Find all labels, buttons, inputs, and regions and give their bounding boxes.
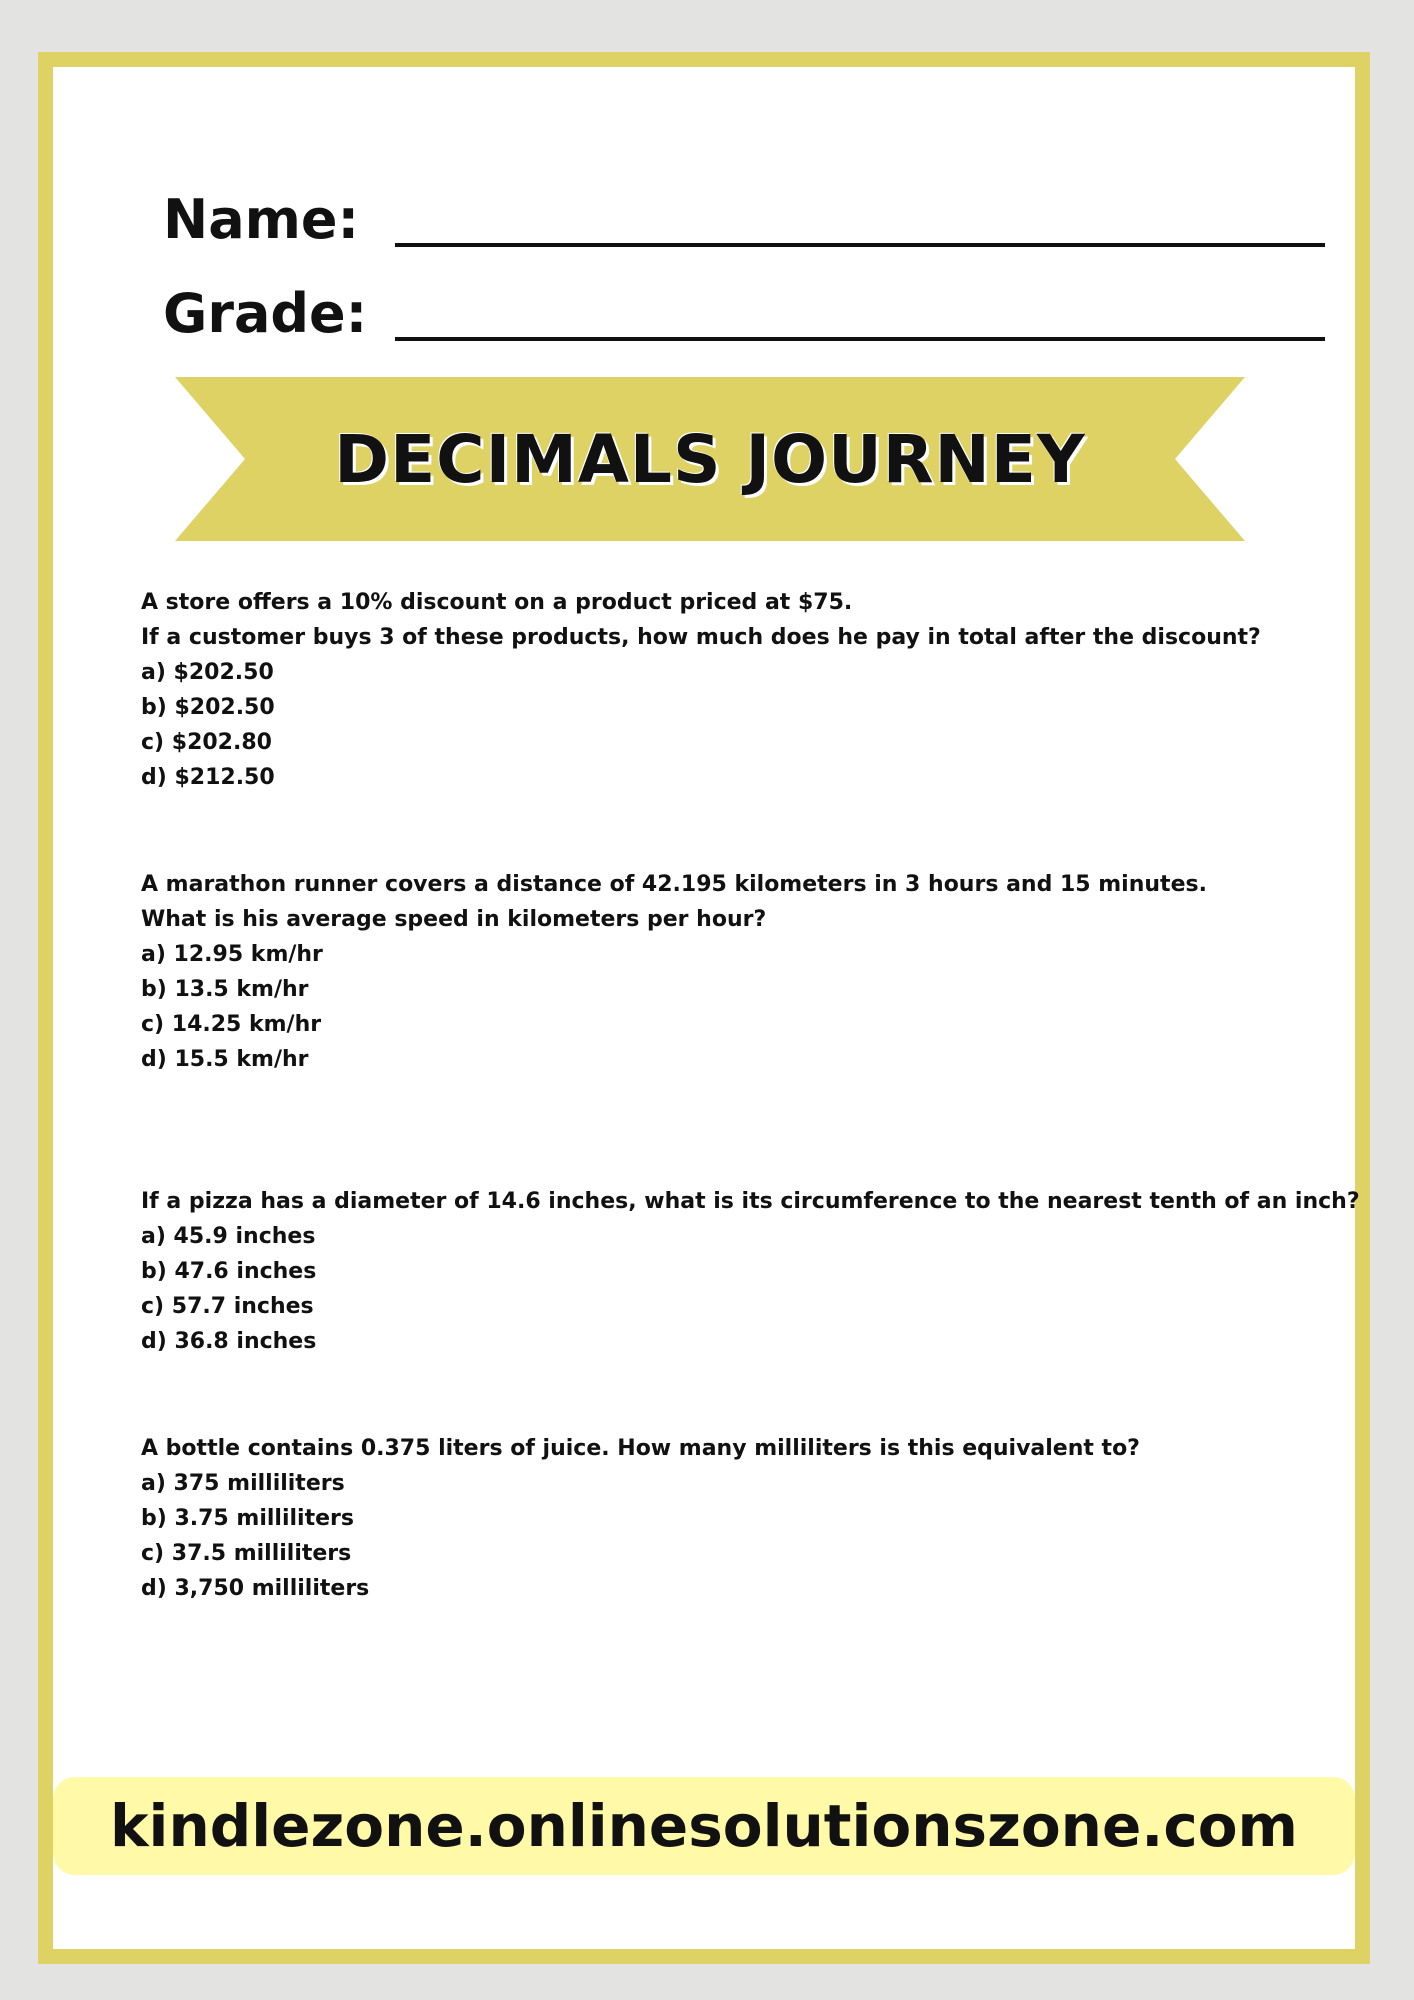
question-3-option-d[interactable]: d) 36.8 inches [141, 1329, 317, 1354]
question-2-option-b[interactable]: b) 13.5 km/hr [141, 977, 309, 1002]
question-1-option-b[interactable]: b) $202.50 [141, 695, 275, 720]
grade-label: Grade: [163, 282, 368, 345]
name-label: Name: [163, 188, 360, 251]
question-1 [141, 585, 1341, 795]
question-3-option-c[interactable]: c) 57.7 inches [141, 1294, 314, 1319]
question-4-option-d[interactable]: d) 3,750 milliliters [141, 1576, 370, 1601]
question-3-line-1: If a pizza has a diameter of 14.6 inches, what is its circumference to the nearest tenth of an inch? [141, 1189, 1360, 1214]
question-1-line-2: If a customer buys 3 of these products, how much does he pay in total after the discount? [141, 625, 1261, 650]
question-3 [141, 1184, 1360, 1359]
worksheet-page [38, 52, 1370, 1964]
footer-banner [53, 1777, 1355, 1875]
title-ribbon [175, 377, 1245, 541]
question-4 [141, 1431, 1341, 1606]
question-3-option-b[interactable]: b) 47.6 inches [141, 1259, 317, 1284]
question-4-line-1: A bottle contains 0.375 liters of juice. How many milliliters is this equivalent to? [141, 1436, 1140, 1461]
name-blank-line[interactable] [395, 243, 1325, 247]
question-4-option-b[interactable]: b) 3.75 milliliters [141, 1506, 354, 1531]
page-title: DECIMALS JOURNEY [334, 420, 1086, 498]
question-2-line-2: What is his average speed in kilometers per hour? [141, 907, 767, 932]
grade-field [163, 271, 1343, 345]
question-4-option-c[interactable]: c) 37.5 milliliters [141, 1541, 352, 1566]
question-2-option-a[interactable]: a) 12.95 km/hr [141, 942, 323, 967]
question-2-line-1: A marathon runner covers a distance of 42.195 kilometers in 3 hours and 15 minutes. [141, 872, 1207, 897]
grade-blank-line[interactable] [395, 337, 1325, 341]
question-2 [141, 867, 1341, 1077]
question-2-option-c[interactable]: c) 14.25 km/hr [141, 1012, 322, 1037]
question-1-option-d[interactable]: d) $212.50 [141, 765, 275, 790]
question-1-option-c[interactable]: c) $202.80 [141, 730, 272, 755]
name-field [163, 177, 1343, 251]
question-1-line-1: A store offers a 10% discount on a product priced at $75. [141, 590, 853, 615]
question-2-option-d[interactable]: d) 15.5 km/hr [141, 1047, 309, 1072]
footer-website[interactable]: kindlezone.onlinesolutionszone.com [109, 1792, 1298, 1860]
question-1-option-a[interactable]: a) $202.50 [141, 660, 274, 685]
question-3-option-a[interactable]: a) 45.9 inches [141, 1224, 316, 1249]
question-4-option-a[interactable]: a) 375 milliliters [141, 1471, 345, 1496]
